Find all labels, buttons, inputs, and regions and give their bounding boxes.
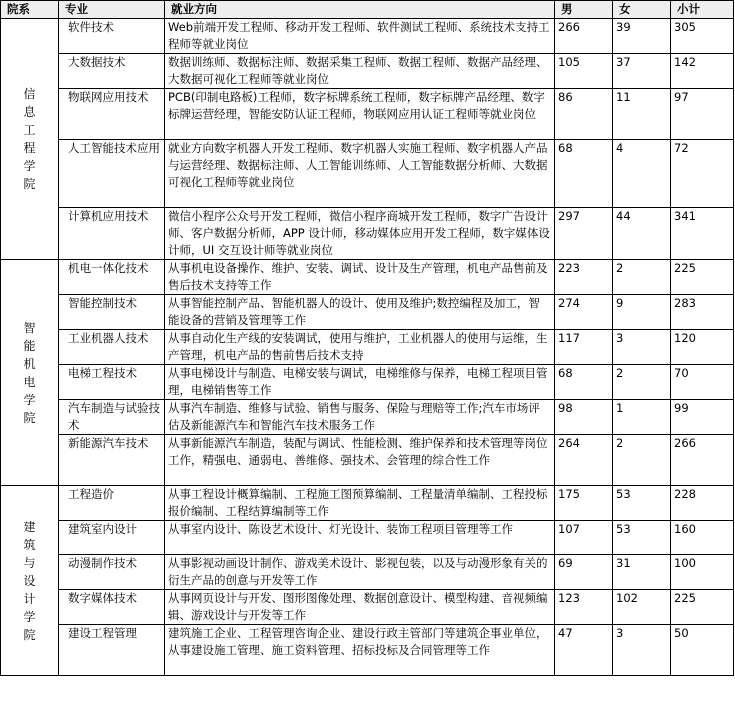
table-row [1,435,734,486]
total-count: 305 [671,19,734,54]
major-cell: 人工智能技术应用 [59,140,165,208]
table-row [1,208,734,260]
female-count: 9 [613,295,671,330]
major-cell: 动漫制作技术 [59,555,165,590]
direction-cell: 从事汽车制造、维修与试验、销售与服务、保险与理赔等工作;汽车市场评估及新能源汽车和智能汽车技术服务工作 [165,400,555,435]
direction-cell: 就业方向数字机器人开发工程师、数字机器人实施工程师、数字机器人产品与运营经理、数据标注师、人工智能训练师、人工智能数据分析师、大数据可视化工程师等就业岗位 [165,140,555,208]
header-male: 男 [555,1,613,19]
male-count: 98 [555,400,613,435]
total-count: 228 [671,486,734,521]
table-row [1,625,734,676]
table-row [1,486,734,521]
table-row [1,19,734,54]
male-count: 123 [555,590,613,625]
table-row [1,89,734,140]
total-count: 50 [671,625,734,676]
direction-cell: 从事智能控制产品、智能机器人的设计、使用及维护;数控编程及加工，智能设备的营销及管理等工作 [165,295,555,330]
table-row [1,400,734,435]
female-count: 3 [613,330,671,365]
department-name: 信息工程学院 [23,87,36,191]
direction-cell: 从事室内设计、陈设艺术设计、灯光设计、装饰工程项目管理等工作 [165,521,555,555]
department-cell [1,486,59,676]
major-cell: 工程造价 [59,486,165,521]
department-name: 建筑与设计学院 [23,519,36,642]
male-count: 107 [555,521,613,555]
total-count: 100 [671,555,734,590]
female-count: 2 [613,435,671,486]
department-cell [1,260,59,486]
total-count: 225 [671,260,734,295]
total-count: 283 [671,295,734,330]
direction-cell: 微信小程序公众号开发工程师，微信小程序商城开发工程师，数字广告设计师、客户数据分析师，APP 设计师，移动媒体应用开发工程师，数字媒体设计师，UI 交互设计师等就业岗位 [165,208,555,260]
major-cell: 智能控制技术 [59,295,165,330]
male-count: 266 [555,19,613,54]
male-count: 68 [555,140,613,208]
male-count: 69 [555,555,613,590]
header-total: 小计 [671,1,734,19]
female-count: 2 [613,260,671,295]
direction-cell: 建筑施工企业、工程管理咨询企业、建设行政主管部门等建筑企事业单位，从事建设施工管理、施工资料管理、招标投标及合同管理等工作 [165,625,555,676]
table-row [1,555,734,590]
female-count: 53 [613,521,671,555]
female-count: 4 [613,140,671,208]
major-cell: 电梯工程技术 [59,365,165,400]
header-female: 女 [613,1,671,19]
total-count: 341 [671,208,734,260]
male-count: 264 [555,435,613,486]
male-count: 223 [555,260,613,295]
total-count: 70 [671,365,734,400]
direction-cell: 数据训练师、数据标注师、数据采集工程师、数据工程师、数据产品经理、大数据可视化工程师等就业岗位 [165,54,555,89]
male-count: 68 [555,365,613,400]
male-count: 47 [555,625,613,676]
total-count: 99 [671,400,734,435]
female-count: 2 [613,365,671,400]
total-count: 266 [671,435,734,486]
male-count: 105 [555,54,613,89]
direction-cell: 从事新能源汽车制造，装配与调试、性能检测、维护保养和技术管理等岗位工作，精强电、通弱电、善维修、强技术、会管理的综合性工作 [165,435,555,486]
major-cell: 汽车制造与试验技术 [59,400,165,435]
total-count: 160 [671,521,734,555]
table-row [1,140,734,208]
major-cell: 工业机器人技术 [59,330,165,365]
female-count: 31 [613,555,671,590]
table-row [1,330,734,365]
female-count: 102 [613,590,671,625]
male-count: 175 [555,486,613,521]
major-cell: 建设工程管理 [59,625,165,676]
major-cell: 新能源汽车技术 [59,435,165,486]
major-cell: 软件技术 [59,19,165,54]
major-cell: 建筑室内设计 [59,521,165,555]
direction-cell: 从事自动化生产线的安装调试，使用与维护，工业机器人的使用与运维，生产管理，机电产品的售前售后技术支持 [165,330,555,365]
direction-cell: PCB(印制电路板)工程师，数字标牌系统工程师，数字标牌产品经理、数字标牌运营经理，智能安防认证工程师，物联网应用认证工程师等就业岗位 [165,89,555,140]
department-name: 智能机电学院 [23,320,36,425]
table-row [1,521,734,555]
major-cell: 机电一体化技术 [59,260,165,295]
total-count: 142 [671,54,734,89]
major-cell: 大数据技术 [59,54,165,89]
total-count: 72 [671,140,734,208]
total-count: 225 [671,590,734,625]
direction-cell: Web前端开发工程师、移动开发工程师、软件测试工程师、系统技术支持工程师等就业岗位 [165,19,555,54]
female-count: 3 [613,625,671,676]
male-count: 274 [555,295,613,330]
table-row [1,590,734,625]
direction-cell: 从事网页设计与开发、图形图像处理、数据创意设计、模型构建、音视频编辑、游戏设计与开发等工作 [165,590,555,625]
female-count: 44 [613,208,671,260]
total-count: 97 [671,89,734,140]
female-count: 37 [613,54,671,89]
table-row [1,365,734,400]
header-department: 院系 [1,1,59,19]
female-count: 39 [613,19,671,54]
female-count: 11 [613,89,671,140]
table-row [1,260,734,295]
header-row [1,1,734,19]
female-count: 1 [613,400,671,435]
major-cell: 数字媒体技术 [59,590,165,625]
table-row [1,295,734,330]
male-count: 117 [555,330,613,365]
direction-cell: 从事工程设计概算编制、工程施工图预算编制、工程量清单编制、工程投标报价编制、工程结算编制等工作 [165,486,555,521]
table-row [1,54,734,89]
female-count: 53 [613,486,671,521]
direction-cell: 从事电梯设计与制造、电梯安装与调试，电梯维修与保养，电梯工程项目管理，电梯销售等工作 [165,365,555,400]
major-cell: 物联网应用技术 [59,89,165,140]
header-direction: 就业方向 [165,1,555,19]
total-count: 120 [671,330,734,365]
male-count: 86 [555,89,613,140]
direction-cell: 从事影视动画设计制作、游戏美术设计、影视包装，以及与动漫形象有关的衍生产品的创意与开发等工作 [165,555,555,590]
male-count: 297 [555,208,613,260]
direction-cell: 从事机电设备操作、维护、安装、调试、设计及生产管理，机电产品售前及售后技术支持等工作 [165,260,555,295]
major-cell: 计算机应用技术 [59,208,165,260]
header-major: 专业 [59,1,165,19]
department-cell [1,19,59,260]
